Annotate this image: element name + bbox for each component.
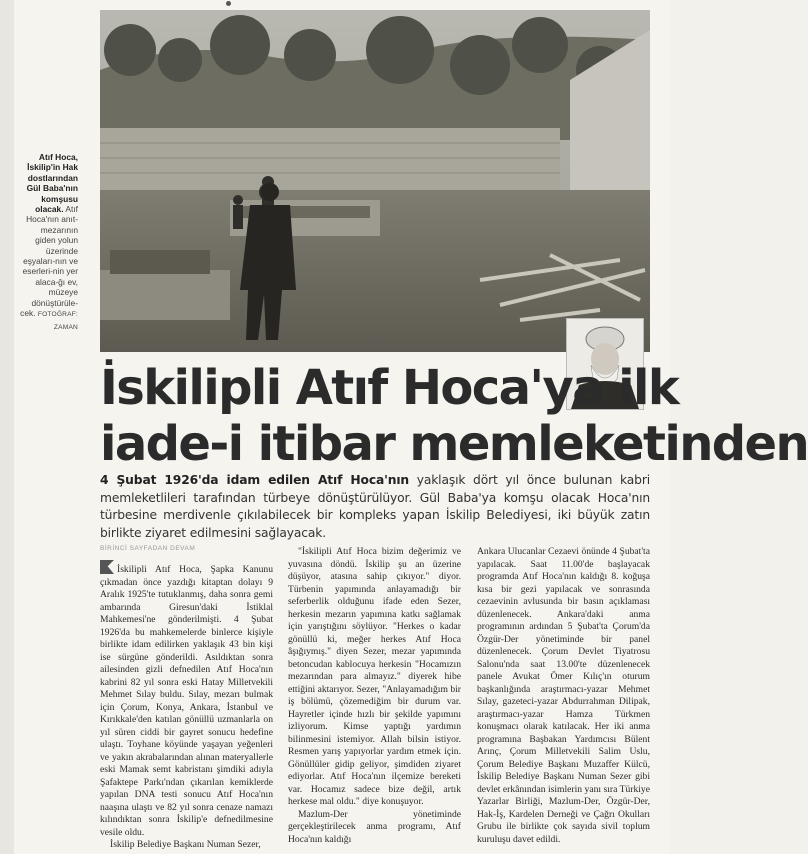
article-column-2 xyxy=(288,546,461,846)
column-2-last: Mazlum-Der yönetiminde gerçekleştirilecek anma programı, Atıf Hoca'nın kaldığı xyxy=(288,808,461,845)
column-3-text: Ankara Ulucanlar Cezaevi önünde 4 Şubat'ta yapılacak. Saat 11.00'de başlayacak programda Atıf Hoca'nın kaldığı 8. koğuşa kısa bir gezi yapılacak ve sonrasında cezaevinin avlusunda bir basın açıklaması düzenlenecek. Ankara'daki anma programının ardından 5 Şubat'ta Çorum'da Özgür-Der yönetiminde bir panel düzenlenecek. Çorum Devlet Tiyatrosu Salonu'nda saat 13.00'te düzenlenecek panele Avukat Ömer Kılıç'ın oturum başkanlığında araştırmacı-yazar Mehmet Sılay, gazeteci-yazar Abdurrahman Dilipak, araştırmacı-yazar Hamza Türkmen konuşmacı olarak katılacak. Her iki anma programına Başbakan Yardımcısı Bülent Arınç, Çorum Milletvekili Salim Uslu, Çorum Belediye Başkanı Muzaffer Külcü, İskilip Belediye Başkanı Numan Sezer gibi devlet erkânından isimlerin yanı sıra Türkiye Yazarlar Birliği, Mazlum-Der, Özgür-Der, Hak-İş, Kardelen Derneği ve Çağrı Okulları Grubu ile birlikte çok sayıda sivil toplum kuruluşu davet edildi. xyxy=(477,546,650,845)
column-1-text: İskilipli Atıf Hoca, Şapka Kanunu çıkmadan önce yazdığı kitaptan dolayı 9 Aralık 1925'te tutuklanmış, daha sonra gemi ambarında Giresun'daki İstiklal Mahkemesi'ne gönderilmişti. 4 Şubat 1926'da bu mahkemelerde binlerce kişiyle birlikte idam edilirken yaklaşık 43 bin kişi ise sürgüne gönderildi. Asıldıktan sonra ailesinden gizli defnedilen Atıf Hoca'nın kabrini 82 yıl sonra eski Hatay Milletvekili Mehmet Sılay buldu. Sılay, mezarı bulmak için Çorum, Konya, Ankara, İstanbul ve Kırıkkale'den katılan gönüllü uzmanlarla on yıl süren ciddi bir gayret sonucu hedefine ulaştı. Toyhane köyünde yaşayan yeğenleri ve yakın akrabalarından alınan materyallerle eski Mamak semt kabristanı şimdiki adıyla Şafaktepe Parkı'ndan çıkarılan kemiklerde yapılan DNA testi sonucu Atıf Hoca'nın naaşına ulaştı ve 82 yıl sonra cenaze namazı kılındıktan sonra İskilip'e defnedilmesine vesile oldu. xyxy=(100,564,273,838)
headline-line-1: İskilipli Atıf Hoca'ya ilk xyxy=(100,360,679,416)
photo-caption xyxy=(20,152,78,333)
cemetery-photo-illustration xyxy=(100,10,650,352)
scan-dot xyxy=(226,1,231,6)
photo-credit: FOTOĞRAF: ZAMAN xyxy=(37,311,78,331)
caption-text: Atıf Hoca'nın anıt-mezarının giden yolun üzerinde eşyaları-nın ve eserleri-nin yer alaca-ğı ev, müzeye dönüştürüle-cek. xyxy=(20,204,78,319)
column-2-text: "İskilipli Atıf Hoca bizim değerimiz ve yuvasına döndü. İskilip şu an üzerine düşüyor, atasına sahip çıkıyor." diyor. Türbenin yapımında anlayamadığı bir seferberlik olduğunu ifade eden Sezer, herkesin mezarın yapımına katkı sağlamak için yarıştığını söylüyor. "Herkes o kadar gönüllü ki, meğer herkes Atıf Hoca âşığıymış." diyen Sezer, mezar yapımında betoncudan kablocuya herkesin "Hocamızın mezarından para almayız." diyerek hibe ettiğini aktarıyor. Sezer, "Anlayamadığım bir iş bölümü, çözemediğim bir durum var. Hayretler içinde hızlı bir şekilde yapımını izliyorum. Kimse yaptığı yardımın bilinmesini istemiyor. Allah bilsin istiyor. Resmen yarış yapıyorlar yardım etmek için. Gönüllüler gidip geliyor, şimdiden ziyaret ediyorlar. Atıf Hoca'nın ilçemize bereketi var. Hocamız sadece bize değil, artık herkese mal oldu." diye konuşuyor. xyxy=(288,546,461,807)
scan-margin xyxy=(0,0,14,854)
caption-bold: Atıf Hoca, İskilip'in Hak dostlarından Gül Baba'nın komşusu olacak. xyxy=(26,152,78,215)
continuation-arrow-icon xyxy=(100,560,114,574)
headline xyxy=(100,360,808,472)
deck-body: yaklaşık dört yıl önce bulunan kabri memleketlileri tarafından türbeye dönüştürülüyor. Gül Baba'ya komşu olacak Hoca'nın türbesine merdivenle çıkılabilecek bir kompleks yapan İskilip Belediyesi, iki büyük zatın birlikte ziyaret edilmesini sağlayacak. xyxy=(100,473,650,540)
deck-bold: 4 Şubat 1926'da idam edilen Atıf Hoca'nın xyxy=(100,473,409,487)
continued-kicker: BİRİNCİ SAYFADAN DEVAM xyxy=(100,545,196,552)
headline-line-2: iade-i itibar memleketinden xyxy=(100,416,808,472)
column-1-last: İskilip Belediye Başkanı Numan Sezer, xyxy=(110,839,261,850)
deck-text xyxy=(100,472,650,542)
cemetery-photo xyxy=(100,10,650,352)
article-column-3 xyxy=(477,546,650,846)
article-column-1 xyxy=(100,560,273,852)
